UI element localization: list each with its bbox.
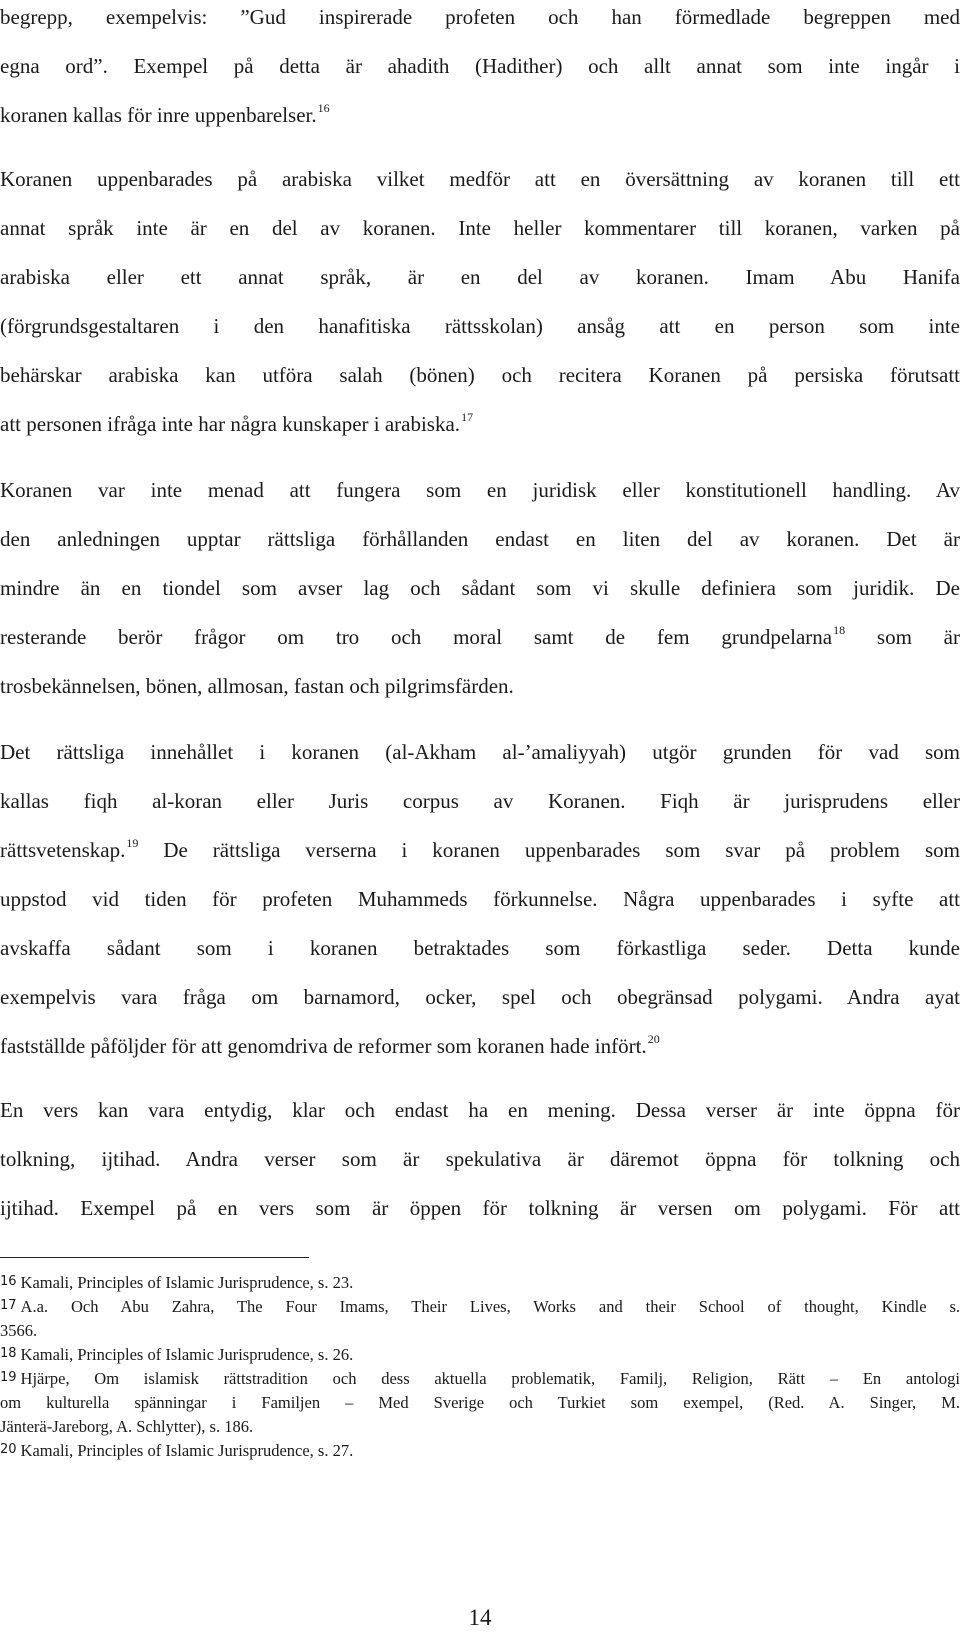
text-line: fastställde påföljder för att genomdriva de reformer som koranen hade infört.$^{20}$ <box>0 1032 660 1058</box>
footnote-separator <box>0 1257 309 1258</box>
text-line: uppstod vid tiden för profeten Muhammeds förkunnelse. Några uppenbarades i syfte att <box>0 887 960 911</box>
text-line: egna ord”. Exempel på detta är ahadith (Hadither) och allt annat som inte ingår i <box>0 54 960 78</box>
footnote-number: 16 <box>0 1274 17 1289</box>
text-line: kallas fiqh al-koran eller Juris corpus av Koranen. Fiqh är jurisprudens eller <box>0 789 960 813</box>
footnote <box>0 1439 960 1463</box>
text-line: koranen kallas för inre uppenbarelser.$^{16}$ <box>0 101 330 127</box>
paragraph <box>0 1093 960 1240</box>
text-line: Koranen var inte menad att fungera som en juridisk eller konstitutionell handling. Av <box>0 478 960 502</box>
text-line: (förgrundsgestaltaren i den hanafitiska rättsskolan) ansåg att en person som inte <box>0 314 960 338</box>
footnote-reference[interactable]: 20 <box>647 1032 660 1046</box>
text-line: begrepp, exempelvis: ”Gud inspirerade profeten och han förmedlade begreppen med <box>0 5 960 29</box>
footnote <box>0 1295 960 1343</box>
text-line: att personen ifråga inte har några kunskaper i arabiska.$^{17}$ <box>0 410 474 436</box>
paragraph <box>0 162 960 456</box>
footnote <box>0 1271 960 1295</box>
text-line: mindre än en tiondel som avser lag och sådant som vi skulle definiera som juridik. De <box>0 576 960 600</box>
footnote-line: Jänterä-Jareborg, A. Schlytter), s. 186. <box>0 1417 254 1436</box>
text-line: exempelvis vara fråga om barnamord, ocker, spel och obegränsad polygami. Andra ayat <box>0 985 960 1009</box>
footnote <box>0 1367 960 1439</box>
text-line: ijtihad. Exempel på en vers som är öppen för tolkning är versen om polygami. För att <box>0 1196 960 1220</box>
footnote-reference[interactable]: 16 <box>317 101 330 115</box>
footnote-number: 17 <box>0 1298 17 1313</box>
footnote-line: om kulturella spänningar i Familjen – Med Sverige och Turkiet som exempel, (Red. A. Singer, M. <box>0 1393 960 1412</box>
text-line: arabiska eller ett annat språk, är en del av koranen. Imam Abu Hanifa <box>0 265 960 289</box>
text-line: Det rättsliga innehållet i koranen (al-Akham al-’amaliyyah) utgör grunden för vad som <box>0 740 960 764</box>
footnote-number: 19 <box>0 1370 17 1385</box>
text-line: tolkning, ijtihad. Andra verser som är spekulativa är däremot öppna för tolkning och <box>0 1147 960 1171</box>
footnote-line: 18 Kamali, Principles of Islamic Jurisprudence, s. 26. <box>0 1345 354 1364</box>
footnote-number: 20 <box>0 1442 17 1457</box>
footnote-number: 18 <box>0 1346 17 1361</box>
footnote-line: 16 Kamali, Principles of Islamic Jurisprudence, s. 23. <box>0 1273 354 1292</box>
footnote-reference[interactable]: 17 <box>461 410 474 424</box>
text-line: resterande berör frågor om tro och moral samt de fem grundpelarna$^{18}$ som är <box>0 623 960 649</box>
text-line: annat språk inte är en del av koranen. Inte heller kommentarer till koranen, varken på <box>0 216 960 240</box>
text-line: En vers kan vara entydig, klar och endast ha en mening. Dessa verser är inte öppna för <box>0 1098 960 1122</box>
text-line: rättsvetenskap.$^{19}$ De rättsliga verserna i koranen uppenbarades som svar på problem som <box>0 836 960 862</box>
text-line: trosbekännelsen, bönen, allmosan, fastan och pilgrimsfärden. <box>0 674 514 698</box>
paragraph <box>0 735 960 1078</box>
footnotes <box>0 1271 960 1463</box>
footnote-line: 17 A.a. Och Abu Zahra, The Four Imams, Their Lives, Works and their School of thought, Kindle s. <box>0 1297 960 1316</box>
text-line: Koranen uppenbarades på arabiska vilket medför att en översättning av koranen till ett <box>0 167 960 191</box>
page-number: 14 <box>468 1605 492 1630</box>
footnote-line: 20 Kamali, Principles of Islamic Jurisprudence, s. 27. <box>0 1441 354 1460</box>
text-line: behärskar arabiska kan utföra salah (bönen) och recitera Koranen på persiska förutsatt <box>0 363 960 387</box>
paragraph <box>0 0 960 147</box>
text-line: avskaffa sådant som i koranen betraktades som förkastliga seder. Detta kunde <box>0 936 960 960</box>
footnote-line: 19 Hjärpe, Om islamisk rättstradition och dess aktuella problematik, Familj, Religion, Rätt – En antologi <box>0 1369 960 1388</box>
footnote-reference[interactable]: 19 <box>126 836 139 850</box>
paragraph <box>0 473 960 718</box>
text-line: den anledningen upptar rättsliga förhållanden endast en liten del av koranen. Det är <box>0 527 960 551</box>
footnote <box>0 1343 960 1367</box>
footnote-line: 3566. <box>0 1321 38 1340</box>
footnote-reference[interactable]: 18 <box>833 623 846 637</box>
